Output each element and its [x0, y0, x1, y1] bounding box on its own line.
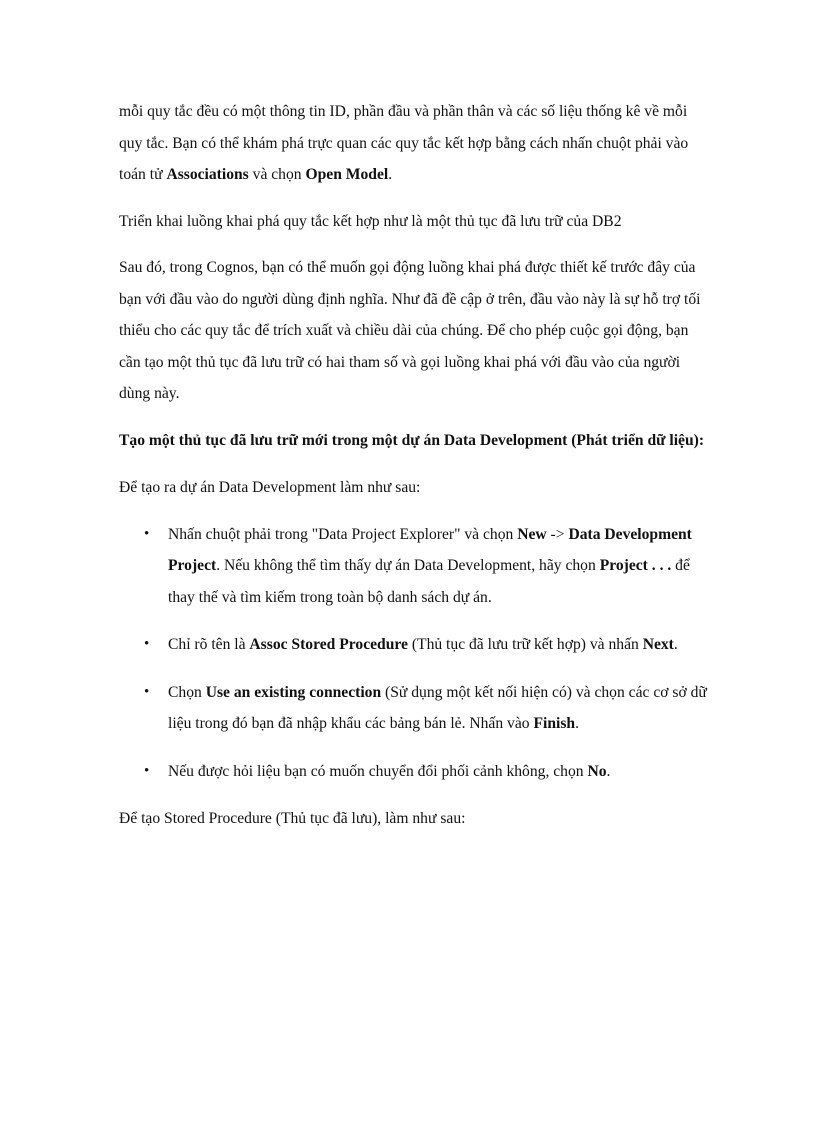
associations-term: Associations [166, 166, 249, 183]
open-model-term: Open Model [305, 166, 389, 183]
project-steps-list [119, 519, 709, 788]
section-heading: Tạo một thủ tục đã lưu trữ mới trong một dự án Data Development (Phát triển dữ liệu): [119, 431, 705, 449]
list-item: • Chọn Use an existing connection (Sử dụng một kết nối hiện có) và chọn các cơ sở dữ liệu trong đó bạn đã nhập khẩu các bảng bán lẻ. Nhấn vào Finish. [168, 677, 709, 740]
create-project-paragraph: Để tạo ra dự án Data Development làm như sau: [119, 479, 421, 496]
list-item: • Nhấn chuột phải trong "Data Project Explorer" và chọn New -> Data Development Project. Nếu không thể tìm thấy dự án Data Development, hãy chọn Project . . . để thay thế và tìm kiếm trong toàn bộ danh sách dự án. [168, 519, 709, 614]
document-body [119, 96, 709, 850]
stored-procedure-paragraph: Để tạo Stored Procedure (Thủ tục đã lưu), làm như sau: [119, 810, 466, 827]
intro-paragraph: mỗi quy tắc đều có một thông tin ID, phần đầu và phần thân và các số liệu thống kê về mỗi quy tắc. Bạn có thể khám phá trực quan các quy tắc kết hợp bằng cách nhấn chuột phải vào toán tử Associations và chọn Open Model. [119, 103, 689, 183]
list-item: • Chỉ rõ tên là Assoc Stored Procedure (Thủ tục đã lưu trữ kết hợp) và nhấn Next. [168, 629, 709, 661]
cognos-paragraph: Sau đó, trong Cognos, bạn có thể muốn gọi động luồng khai phá được thiết kế trước đây của bạn với đầu vào do người dùng định nghĩa. Như đã đề cập ở trên, đầu vào này là sự hỗ trợ tối thiểu cho các quy tắc để trích xuất và chiều dài của chúng. Để cho phép cuộc gọi động, bạn cần tạo một thủ tục đã lưu trữ có hai tham số và gọi luồng khai phá với đầu vào của người dùng này. [119, 259, 701, 402]
deploy-paragraph: Triển khai luồng khai phá quy tắc kết hợp như là một thủ tục đã lưu trữ của DB2 [119, 212, 622, 230]
list-item: • Nếu được hỏi liệu bạn có muốn chuyển đổi phối cảnh không, chọn No. [168, 756, 709, 788]
